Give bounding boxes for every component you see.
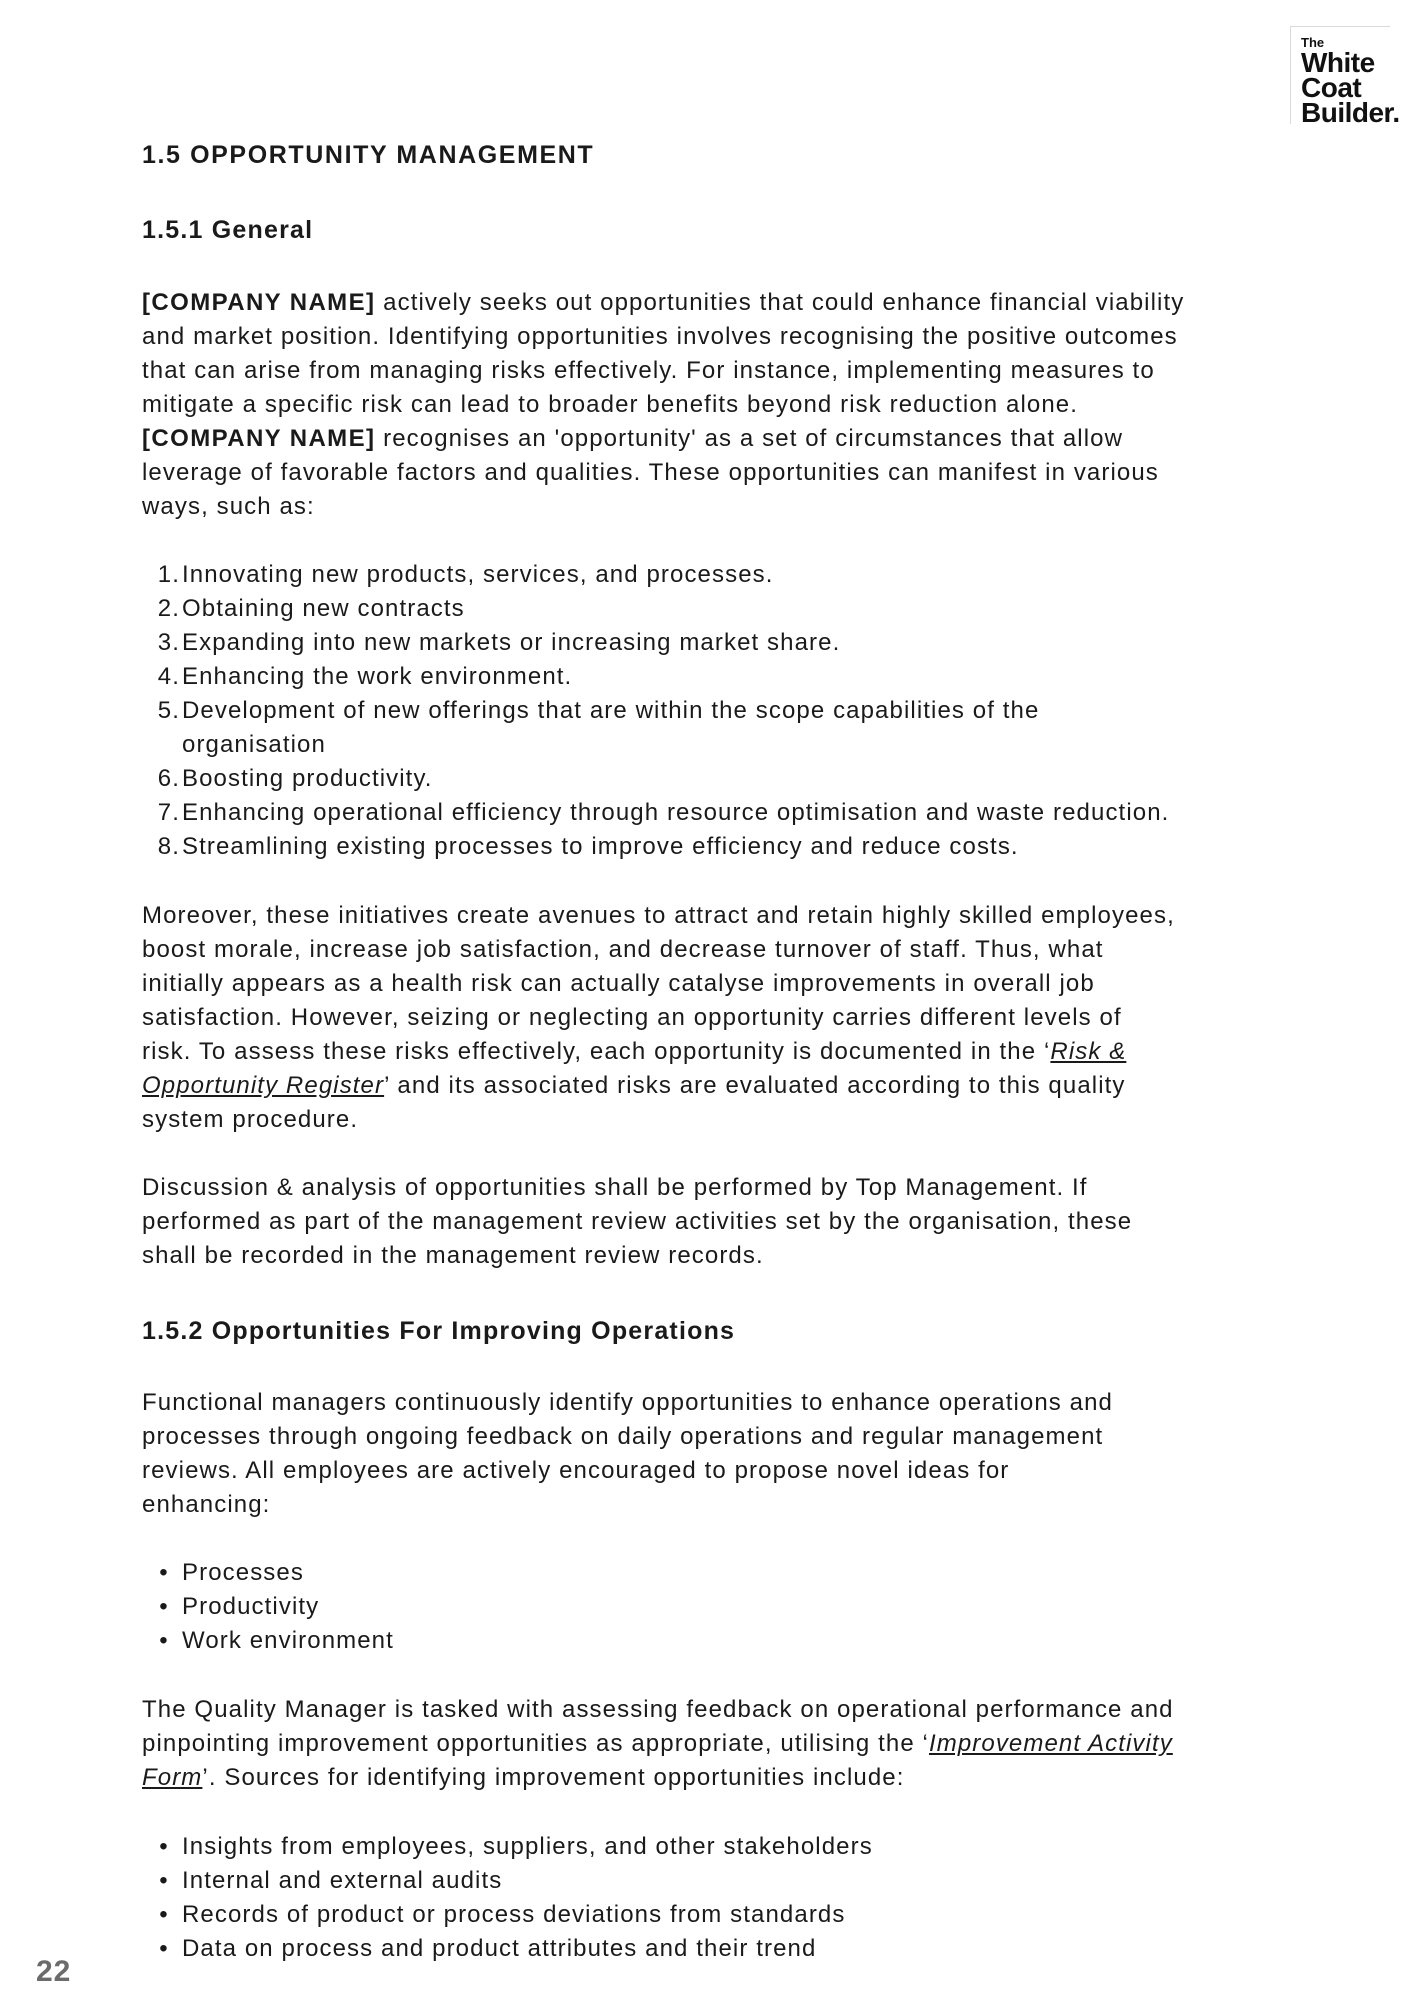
company-name-placeholder: [COMPANY NAME] xyxy=(142,289,376,316)
text-line: reviews. All employees are actively encouraged to propose novel ideas for xyxy=(142,1457,1010,1484)
text-line xyxy=(142,1727,1292,1761)
list-text-continued: organisation xyxy=(182,731,326,758)
list-item xyxy=(142,1830,873,1864)
list-item xyxy=(142,796,1169,830)
improvement-activity-form-link[interactable]: Form xyxy=(142,1764,203,1791)
list-text: Obtaining new contracts xyxy=(182,595,465,622)
list-item xyxy=(142,592,1169,626)
bullet-icon: • xyxy=(159,1833,169,1860)
list-item xyxy=(142,1898,873,1932)
text-line: Discussion & analysis of opportunities shall be performed by Top Management. If xyxy=(142,1174,1088,1201)
text-line: Functional managers continuously identify opportunities to enhance operations and xyxy=(142,1389,1114,1416)
bullet-icon: • xyxy=(159,1867,169,1894)
list-number: 1. xyxy=(157,561,180,588)
text-line xyxy=(142,1069,1292,1103)
list-text: Internal and external audits xyxy=(182,1867,503,1894)
list-text: Insights from employees, suppliers, and other stakeholders xyxy=(182,1833,873,1860)
list-text: Work environment xyxy=(182,1627,394,1654)
list-number: 7. xyxy=(157,799,180,826)
list-number: 6. xyxy=(157,765,180,792)
list-item xyxy=(142,1590,394,1624)
quality-manager-paragraph xyxy=(142,1693,1292,1795)
list-item xyxy=(142,660,1169,694)
company-name-placeholder: [COMPANY NAME] xyxy=(142,425,376,452)
logo-line-builder: Builder. xyxy=(1301,97,1400,128)
enhance-list xyxy=(142,1556,394,1658)
text-line xyxy=(142,286,1292,320)
text-line: mitigate a specific risk can lead to broader benefits beyond risk reduction alone. xyxy=(142,391,1078,418)
improving-operations-heading: 1.5.2 Opportunities For Improving Operations xyxy=(142,1317,736,1345)
logo-line-the: The xyxy=(1301,35,1325,50)
text-span: pinpointing improvement opportunities as appropriate, utilising the ‘ xyxy=(142,1730,929,1757)
bullet-icon: • xyxy=(159,1627,169,1654)
text-line: and market position. Identifying opportunities involves recognising the positive outcomes xyxy=(142,323,1178,350)
text-line: satisfaction. However, seizing or neglecting an opportunity carries different levels of xyxy=(142,1004,1122,1031)
section-title: 1.5 OPPORTUNITY MANAGEMENT xyxy=(142,141,595,169)
list-item xyxy=(142,1932,873,1966)
discussion-paragraph xyxy=(142,1171,1292,1273)
logo-line-coat: Coat xyxy=(1301,72,1362,103)
text-line: shall be recorded in the management review records. xyxy=(142,1242,764,1269)
list-number: 8. xyxy=(157,833,180,860)
list-text: Innovating new products, services, and processes. xyxy=(182,561,774,588)
text-line: leverage of favorable factors and qualities. These opportunities can manifest in various xyxy=(142,459,1159,486)
list-item xyxy=(142,626,1169,660)
text-line: initially appears as a health risk can actually catalyse improvements in overall job xyxy=(142,970,1095,997)
list-text: Boosting productivity. xyxy=(182,765,433,792)
list-item xyxy=(142,762,1169,796)
logo-line-white: White xyxy=(1301,47,1375,78)
text-line: performed as part of the management review activities set by the organisation, these xyxy=(142,1208,1133,1235)
sources-list xyxy=(142,1830,873,1966)
list-item xyxy=(142,1556,394,1590)
general-paragraph xyxy=(142,286,1292,524)
list-item xyxy=(142,694,1169,762)
risk-opportunity-register-link[interactable]: Risk & xyxy=(1050,1038,1127,1065)
text-line xyxy=(142,1761,1292,1795)
page-number: 22 xyxy=(36,1955,72,1988)
text-line: Moreover, these initiatives create avenues to attract and retain highly skilled employees, xyxy=(142,902,1175,929)
list-number: 4. xyxy=(157,663,180,690)
list-item xyxy=(142,558,1169,592)
list-item xyxy=(142,1864,873,1898)
text-span: actively seeks out opportunities that could enhance financial viability xyxy=(375,289,1185,316)
text-span: risk. To assess these risks effectively, each opportunity is documented in the ‘ xyxy=(142,1038,1051,1065)
text-line xyxy=(142,422,1292,456)
brand-logo xyxy=(1290,26,1400,128)
text-line xyxy=(142,1035,1292,1069)
text-line: ways, such as: xyxy=(142,493,315,520)
list-text: Enhancing operational efficiency through resource optimisation and waste reduction. xyxy=(182,799,1170,826)
text-line: boost morale, increase job satisfaction, and decrease turnover of staff. Thus, what xyxy=(142,936,1104,963)
list-text: Development of new offerings that are within the scope capabilities of the xyxy=(182,697,1040,724)
bullet-icon: • xyxy=(159,1593,169,1620)
list-text: Streamlining existing processes to improve efficiency and reduce costs. xyxy=(182,833,1019,860)
text-line: that can arise from managing risks effectively. For instance, implementing measures to xyxy=(142,357,1155,384)
general-heading: 1.5.1 General xyxy=(142,216,314,244)
initiatives-paragraph xyxy=(142,899,1292,1137)
text-line: enhancing: xyxy=(142,1491,271,1518)
bullet-icon: • xyxy=(159,1935,169,1962)
text-line: system procedure. xyxy=(142,1106,359,1133)
list-text: Productivity xyxy=(182,1593,320,1620)
list-text: Expanding into new markets or increasing market share. xyxy=(182,629,841,656)
list-text: Enhancing the work environment. xyxy=(182,663,573,690)
opportunities-list xyxy=(142,558,1169,864)
list-number: 2. xyxy=(157,595,180,622)
text-span: recognises an 'opportunity' as a set of circumstances that allow xyxy=(375,425,1124,452)
list-item xyxy=(142,1624,394,1658)
text-line: The Quality Manager is tasked with assessing feedback on operational performance and xyxy=(142,1696,1174,1723)
list-text: Processes xyxy=(182,1559,304,1586)
functional-managers-paragraph xyxy=(142,1386,1292,1522)
bullet-icon: • xyxy=(159,1901,169,1928)
list-number: 3. xyxy=(157,629,180,656)
list-item xyxy=(142,830,1169,864)
improvement-activity-form-link[interactable]: Improvement Activity xyxy=(928,1730,1173,1757)
text-span: ’ and its associated risks are evaluated according to this quality xyxy=(384,1072,1126,1099)
text-span: ’. Sources for identifying improvement opportunities include: xyxy=(202,1764,905,1791)
list-number: 5. xyxy=(157,697,180,724)
risk-opportunity-register-link[interactable]: Opportunity Register xyxy=(142,1072,385,1099)
text-line: processes through ongoing feedback on daily operations and regular management xyxy=(142,1423,1104,1450)
bullet-icon: • xyxy=(159,1559,169,1586)
list-text: Records of product or process deviations from standards xyxy=(182,1901,846,1928)
list-text: Data on process and product attributes and their trend xyxy=(182,1935,817,1962)
